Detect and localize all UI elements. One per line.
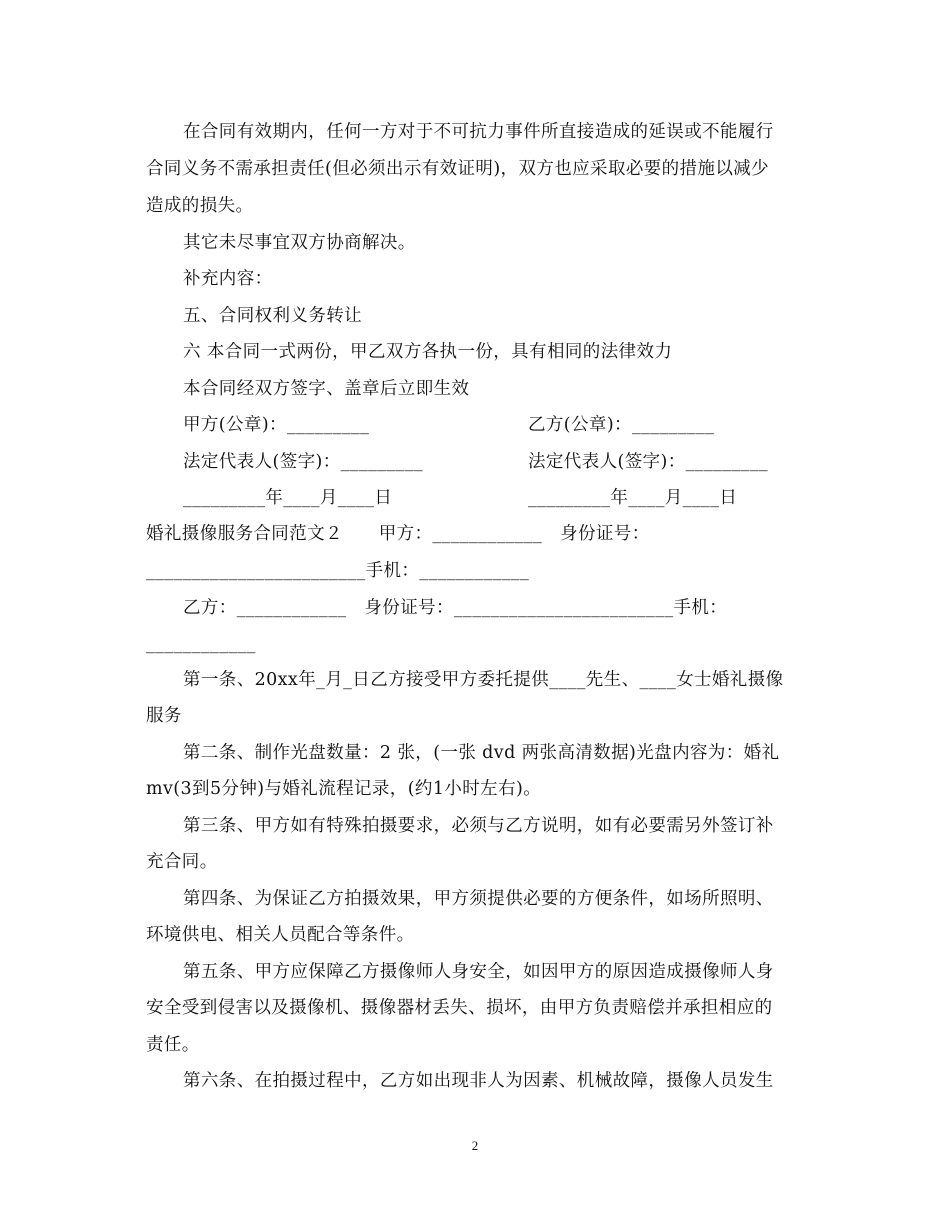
article-1-line-1: 第一条、20xx年_月_日乙方接受甲方委托提供____先生、____女士婚礼摄像 (183, 670, 784, 690)
section-5-heading: 五、合同权利义务转让 (183, 306, 362, 326)
sample2-party-b-phone-line: ____________ (146, 634, 256, 654)
paragraph-force-majeure-line-3: 造成的损失。 (146, 196, 254, 216)
article-1-line-2: 服务 (146, 706, 182, 726)
article-6-line-1: 第六条、在拍摄过程中，乙方如出现非人为因素、机械故障，摄像人员发生 (183, 1071, 774, 1091)
paragraph-force-majeure-line-1: 在合同有效期内，任何一方对于不可抗力事件所直接造成的延误或不能履行 (183, 122, 774, 142)
article-4-line-2: 环境供电、相关人员配合等条件。 (146, 925, 415, 945)
party-a-representative-line: 法定代表人(签字)：_________ (183, 452, 424, 472)
paragraph-supplement: 补充内容： (183, 269, 273, 289)
sample2-party-a-line: 婚礼摄像服务合同范文２ 甲方：____________ 身份证号： (146, 524, 650, 544)
paragraph-effective: 本合同经双方签字、盖章后立即生效 (183, 379, 470, 399)
party-a-seal-line: 甲方(公章)：_________ (183, 415, 370, 435)
article-2-line-1: 第二条、制作光盘数量：2 张，(一张 dvd 两张高清数据)光盘内容为：婚礼 (183, 743, 780, 763)
party-b-representative-line: 法定代表人(签字)：_________ (528, 452, 769, 472)
article-4-line-1: 第四条、为保证乙方拍摄效果，甲方须提供必要的方便条件，如场所照明、 (183, 889, 774, 909)
article-2-line-2: mv(3到5分钟)与婚礼流程记录，(约1小时左右)。 (146, 779, 542, 799)
paragraph-force-majeure-line-2: 合同义务不需承担责任(但必须出示有效证明)，双方也应采取必要的措施以减少 (146, 159, 770, 179)
article-3-line-2: 充合同。 (146, 852, 218, 872)
party-b-seal-line: 乙方(公章)：_________ (528, 415, 715, 435)
party-a-date-line: _________年____月____日 (183, 488, 393, 508)
sample2-party-b-line: 乙方：____________ 身份证号：________________________手机： (183, 598, 728, 618)
section-6-heading: 六 本合同一式两份，甲乙双方各执一份，具有相同的法律效力 (183, 342, 673, 362)
party-b-date-line: _________年____月____日 (528, 488, 738, 508)
article-5-line-1: 第五条、甲方应保障乙方摄像师人身安全，如因甲方的原因造成摄像师人身 (183, 962, 774, 982)
article-5-line-3: 责任。 (146, 1035, 200, 1055)
sample2-party-a-phone-line: ________________________手机：____________ (146, 561, 530, 581)
paragraph-other-matters: 其它未尽事宜双方协商解决。 (183, 233, 416, 253)
page-number: 2 (471, 1138, 479, 1153)
article-3-line-1: 第三条、甲方如有特殊拍摄要求，必须与乙方说明，如有必要需另外签订补 (183, 816, 774, 836)
article-5-line-2: 安全受到侵害以及摄像机、摄像器材丢失、损坏，由甲方负责赔偿并承担相应的 (146, 998, 773, 1018)
